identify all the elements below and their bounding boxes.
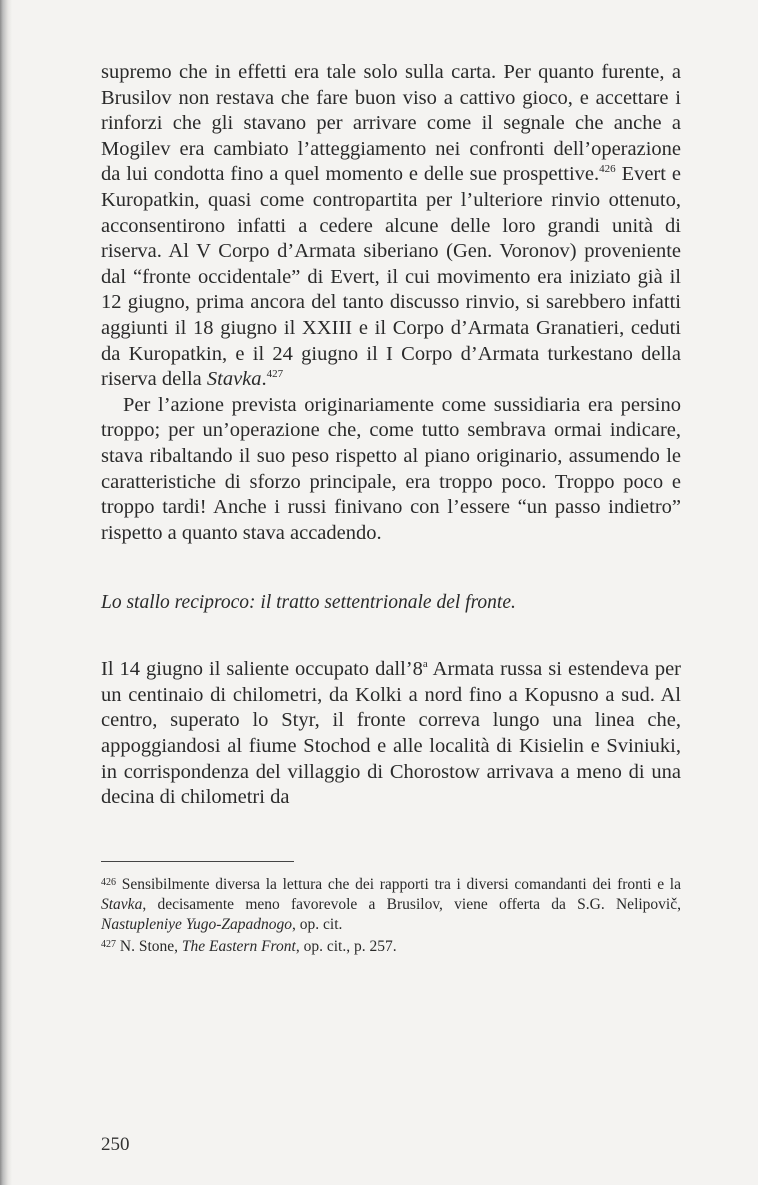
- footnote-divider: [101, 861, 294, 862]
- footnote-427: $^{427}$ N. Stone, The Eastern Front, op. cit., p. 257.: [101, 937, 397, 955]
- footnote-ref-427: 427: [266, 368, 284, 381]
- footnote-426: $^{426}$ Sensibilmente diversa la lettura che dei rapporti tra i diversi comandanti dei fronti e la Stavka, decisamente meno favorevole a Brusilov, viene offerta da S.G. Nelipovič, Nastupleniye Yugo-Zapadnogo, op. cit.: [101, 875, 681, 933]
- paragraph-2: Per l’azione prevista originariamente come sussidiaria era persino troppo; per un’operazione che, come tutto sembrava ormai indicare, stava ribaltando il suo peso rispetto al piano originario, assumendo le caratteristiche di sforzo principale, era troppo poco. Troppo poco e troppo tardi! Anche i russi finivano con l’essere “un passo indietro” rispetto a quanto stava accadendo.: [101, 393, 681, 544]
- page-number: 250: [101, 1134, 130, 1155]
- paragraph-1: supremo che in effetti era tale solo sulla carta. Per quanto furente, a Brusilov non restava che fare buon viso a cattivo gioco, e accettare i rinforzi che gli stavano per arrivare come il segnale che anche a Mogilev era cambiato l’atteggiamento nei confronti dell’operazione da lui condotta fino a quel momento e delle sue prospettive.$^{426}$ Evert e Kuropatkin, quasi come contropartita per l’ulteriore rinvio ottenuto, acconsentirono infatti a cedere alcune delle loro grandi unità di riserva. Al V Corpo d’Armata siberiano (Gen. Voronov) proveniente dal “fronte occidentale” di Evert, il cui movimento era iniziato già il 12 giugno, prima ancora del tanto discusso rinvio, si sarebbero infatti aggiunti il 18 giugno il XXIII e il Corpo d’Armata Granatieri, ceduti da Kuropatkin, e il 24 giugno il I Corpo d’Armata turkestano della riserva della Stavka.$^{427}$: [101, 61, 681, 391]
- footnote-ref-426: 426: [599, 163, 616, 176]
- paragraph-3: Il 14 giugno il saliente occupato dall’8$^a$ Armata russa si estendeva per un centinaio di chilometri, da Kolki a nord fino a Kopusno a sud. Al centro, superato lo Styr, il fronte correva lungo una linea che, appoggiandosi al fiume Stochod e alle località di Kisielin e Sviniuki, in corrispondenza del villaggio di Chorostow arrivava a meno di una decina di chilometri da: [101, 658, 682, 809]
- page-text-block: [101, 60, 681, 957]
- stavka-term: Stavka: [206, 368, 262, 391]
- book-spine-shadow: [0, 0, 12, 1185]
- section-heading: Lo stallo reciproco: il tratto settentrionale del fronte.: [101, 592, 516, 614]
